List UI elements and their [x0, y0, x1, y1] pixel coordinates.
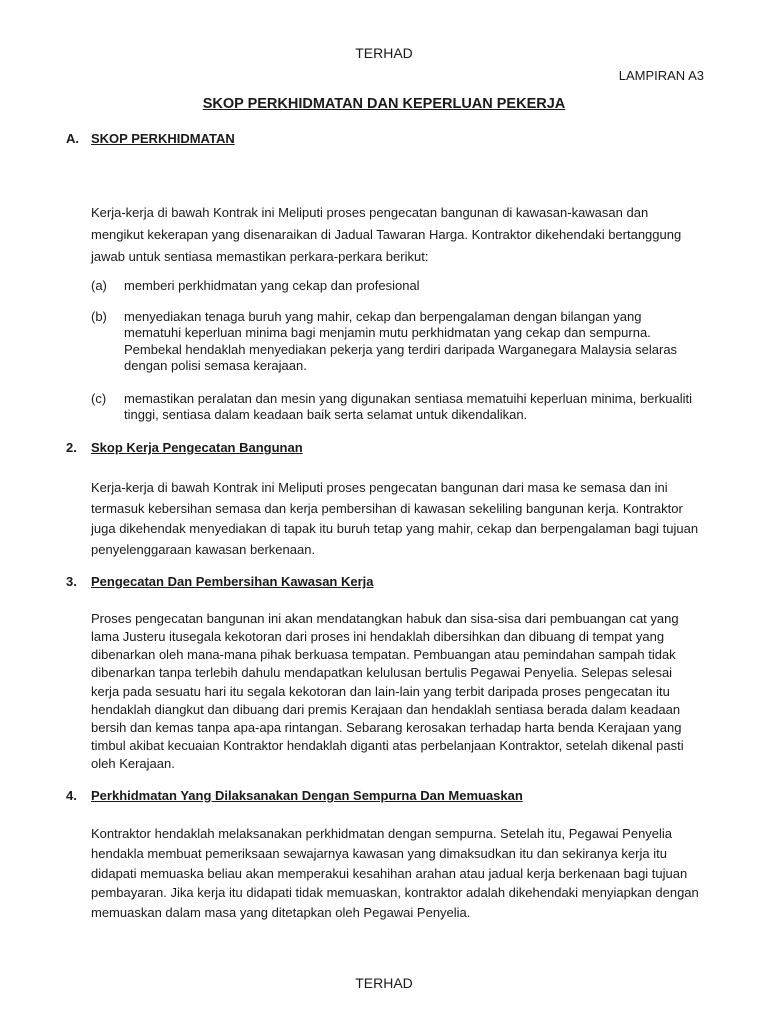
classification-footer: TERHAD [355, 975, 413, 991]
paragraph-line: penyelenggaraan kawasan berkenaan. [91, 542, 316, 557]
paragraph-line: pembayaran. Jika kerja itu didapati tidak memuaskan, kontraktor adalah dikehendaki menyiapkan dengan [91, 885, 699, 900]
section-3-heading [66, 574, 374, 589]
attachment-label: LAMPIRAN A3 [618, 68, 704, 83]
paragraph-line: timbul akibat kecuaian Kontraktor hendaklah diganti atas perbelanjaan Kontraktor, setelah dikenal pasti [91, 738, 684, 753]
paragraph-line: termasuk kebersihan semasa dan kerja pembersihan di kawasan sekeliling bangunan kerja. Kontraktor [91, 501, 683, 516]
list-item-line: memberi perkhidmatan yang cekap dan profesional [124, 278, 420, 293]
paragraph-line: Proses pengecatan bangunan ini akan mendatangkan habuk dan sisa-sisa dari pembuangan cat yang [91, 611, 679, 626]
section-title: SKOP PERKHIDMATAN [91, 131, 235, 146]
paragraph-line: didapati memuaska beliau akan memperakui kesahihan arahan atau jadual kerja berkenaan bagi tujuan [91, 866, 688, 881]
section-title: Skop Kerja Pengecatan Bangunan [91, 440, 303, 455]
section-2-heading [66, 440, 303, 455]
paragraph-line: bersih dan kemas tanpa apa-apa rintangan. Sebarang kerosakan terhadap harta benda Kerajaan yang [91, 720, 682, 735]
paragraph-line: hendaklah diangkut dan dibuang dari premis Kerajaan dan hendaklah sentiasa berada dalam keadaan [91, 702, 681, 717]
paragraph-line: memuaskan dalam masa yang ditetapkan oleh Pegawai Penyelia. [91, 905, 471, 920]
list-item-line: mematuhi keperluan minima bagi menjamin mutu perkhidmatan yang cekap dan sempurna. [124, 325, 651, 340]
document-title: SKOP PERKHIDMATAN DAN KEPERLUAN PEKERJA [202, 96, 566, 112]
paragraph-line: mengikut kekerapan yang disenaraikan di Jadual Tawaran Harga. Kontraktor dikehendaki bertanggung [91, 227, 682, 242]
section-number: 4. [66, 788, 77, 803]
section-number: 2. [66, 440, 77, 455]
list-item-line: menyediakan tenaga buruh yang mahir, cekap dan berpengalaman dengan bilangan yang [124, 309, 642, 324]
paragraph-line: hendakla membuat pemeriksaan sewajarnya kawasan yang dimaksudkan itu dan sekiranya kerja itu [91, 846, 667, 861]
list-item-label: (a) [91, 278, 107, 293]
paragraph-line: dibenarkan tanpa terlebih dahulu mendapatkan kelulusan bertulis Pegawai Penyelia. Selepas selesai [91, 665, 673, 680]
paragraph-line: kerja pada sesuatu hari itu segala kekotoran dan lain-lain yang terbit daripada proses pengecatan itu [91, 684, 670, 699]
classification-header: TERHAD [355, 45, 413, 61]
section-a-heading [66, 131, 235, 146]
paragraph-line: oleh Kerajaan. [91, 756, 175, 771]
list-item-label: (c) [91, 391, 107, 406]
paragraph-line: Kontraktor hendaklah melaksanakan perkhidmatan dengan sempurna. Setelah itu, Pegawai Penyelia [91, 826, 673, 841]
list-item-line: tinggi, sentiasa dalam keadaan baik serta selamat untuk dikendalikan. [124, 407, 528, 422]
paragraph-line: juga dikehendak menyediakan di tapak itu buruh tetap yang mahir, cekap dan berpengalaman bagi tujuan [91, 521, 699, 536]
list-item-line: memastikan peralatan dan mesin yang digunakan sentiasa mematuihi keperluan minima, berkualiti [124, 391, 692, 406]
section-number: A. [66, 131, 79, 146]
section-title: Pengecatan Dan Pembersihan Kawasan Kerja [91, 574, 374, 589]
section-title: Perkhidmatan Yang Dilaksanakan Dengan Sempurna Dan Memuaskan [91, 788, 523, 803]
paragraph-line: Kerja-kerja di bawah Kontrak ini Meliputi proses pengecatan bangunan dari masa ke semasa dan ini [91, 480, 668, 495]
paragraph-line: lama Justeru itusegala kekotoran dari proses ini hendaklah dibersihkan dan dibuang di tempat yang [91, 629, 665, 644]
paragraph-line: jawab untuk sentiasa memastikan perkara-perkara berikut: [91, 249, 429, 264]
list-item-line: Pembekal hendaklah menyediakan pekerja yang terdiri daripada Warganegara Malaysia selaras [124, 342, 678, 357]
section-4-heading [66, 788, 523, 803]
section-number: 3. [66, 574, 77, 589]
list-item-label: (b) [91, 309, 107, 324]
list-item-line: dengan polisi semasa kerajaan. [124, 358, 307, 373]
paragraph-line: Kerja-kerja di bawah Kontrak ini Meliputi proses pengecatan bangunan di kawasan-kawasan dan [91, 205, 649, 220]
paragraph-line: dibenarkan oleh mana-mana pihak berkuasa tempatan. Pembuangan atau pemindahan sampah tidak [91, 647, 676, 662]
